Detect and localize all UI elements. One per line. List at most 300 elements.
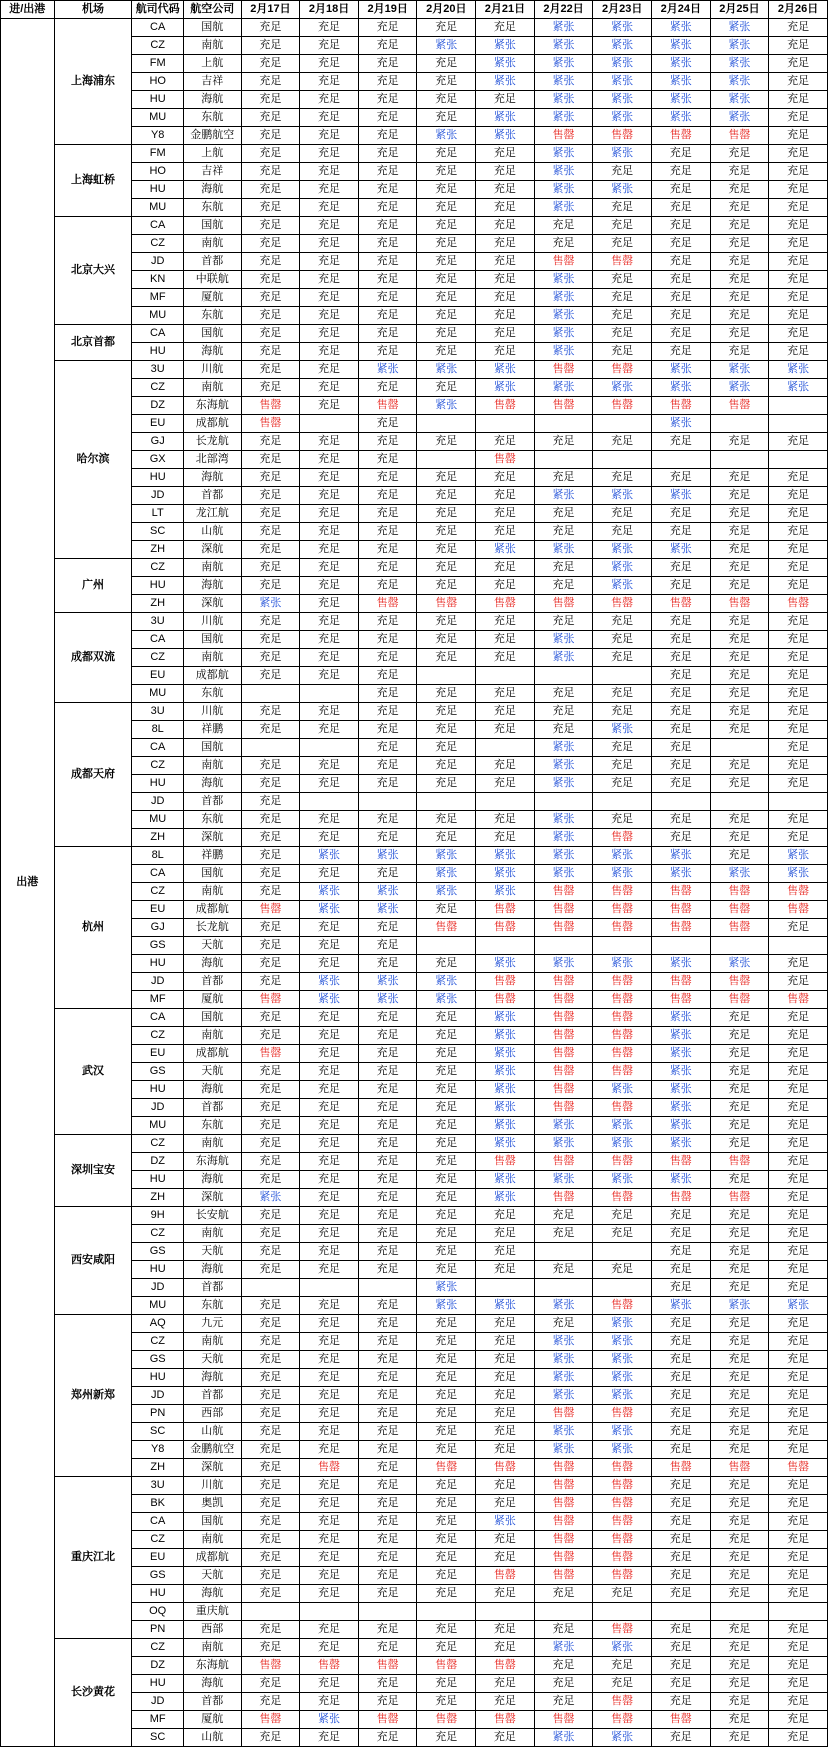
status-cell: 充足 <box>769 1693 828 1711</box>
status-cell: 充足 <box>300 1621 359 1639</box>
table-row <box>1 361 828 379</box>
status-cell: 充足 <box>769 1315 828 1333</box>
status-cell: 充足 <box>769 1117 828 1135</box>
airline-code-cell: OQ <box>132 1603 184 1621</box>
status-cell: 充足 <box>710 1225 769 1243</box>
status-cell: 充足 <box>358 1477 417 1495</box>
status-cell: 售罄 <box>593 973 652 991</box>
status-cell: 充足 <box>593 523 652 541</box>
airport-cell: 上海虹桥 <box>54 145 132 217</box>
status-cell: 充足 <box>476 829 535 847</box>
status-cell: 充足 <box>300 1693 359 1711</box>
status-cell: 充足 <box>476 1549 535 1567</box>
status-cell: 充足 <box>769 469 828 487</box>
status-cell: 充足 <box>710 541 769 559</box>
status-cell: 售罄 <box>534 127 593 145</box>
status-cell: 充足 <box>358 433 417 451</box>
status-cell <box>417 793 476 811</box>
status-cell: 售罄 <box>534 1153 593 1171</box>
airline-code-cell: CZ <box>132 1135 184 1153</box>
status-cell: 充足 <box>710 433 769 451</box>
status-cell: 充足 <box>417 55 476 73</box>
status-cell: 紧张 <box>593 1639 652 1657</box>
status-cell: 紧张 <box>534 289 593 307</box>
status-cell: 充足 <box>769 1333 828 1351</box>
status-cell: 售罄 <box>534 1567 593 1585</box>
table-row <box>1 847 828 865</box>
status-cell: 紧张 <box>651 1027 710 1045</box>
status-cell: 充足 <box>358 163 417 181</box>
status-cell: 充足 <box>417 1081 476 1099</box>
status-cell: 紧张 <box>593 1135 652 1153</box>
airport-cell: 西安咸阳 <box>54 1207 132 1315</box>
status-cell: 充足 <box>710 1693 769 1711</box>
airline-name-cell: 海航 <box>183 577 241 595</box>
status-cell: 售罄 <box>476 397 535 415</box>
status-cell: 售罄 <box>534 1405 593 1423</box>
airline-code-cell: EU <box>132 901 184 919</box>
status-cell: 充足 <box>651 1639 710 1657</box>
status-cell: 充足 <box>241 577 300 595</box>
status-cell: 充足 <box>593 307 652 325</box>
airline-code-cell: KN <box>132 271 184 289</box>
status-cell: 充足 <box>358 199 417 217</box>
status-cell: 充足 <box>300 1063 359 1081</box>
status-cell: 售罄 <box>710 883 769 901</box>
status-cell: 紧张 <box>710 865 769 883</box>
status-cell: 充足 <box>358 415 417 433</box>
status-cell: 充足 <box>593 1207 652 1225</box>
status-cell: 紧张 <box>534 1729 593 1747</box>
status-cell: 售罄 <box>476 1153 535 1171</box>
status-cell: 紧张 <box>417 973 476 991</box>
status-cell: 紧张 <box>534 1441 593 1459</box>
status-cell <box>241 739 300 757</box>
airline-code-cell: CZ <box>132 1027 184 1045</box>
status-cell: 充足 <box>300 1297 359 1315</box>
status-cell <box>476 667 535 685</box>
status-cell: 充足 <box>651 811 710 829</box>
status-cell: 充足 <box>710 1567 769 1585</box>
status-cell: 紧张 <box>710 109 769 127</box>
airline-code-cell: JD <box>132 1099 184 1117</box>
status-cell <box>534 1603 593 1621</box>
status-cell: 充足 <box>300 1045 359 1063</box>
status-cell: 充足 <box>417 325 476 343</box>
airline-name-cell: 首都 <box>183 1387 241 1405</box>
status-cell: 充足 <box>534 523 593 541</box>
status-cell: 充足 <box>769 1027 828 1045</box>
status-cell: 紧张 <box>651 847 710 865</box>
status-cell: 紧张 <box>651 1099 710 1117</box>
status-cell: 充足 <box>710 325 769 343</box>
status-cell: 充足 <box>651 289 710 307</box>
status-cell: 充足 <box>769 1135 828 1153</box>
status-cell: 紧张 <box>593 865 652 883</box>
status-cell: 售罄 <box>534 1009 593 1027</box>
status-cell: 充足 <box>651 1243 710 1261</box>
status-cell: 紧张 <box>417 847 476 865</box>
status-cell: 紧张 <box>534 811 593 829</box>
airline-code-cell: 9H <box>132 1207 184 1225</box>
status-cell: 售罄 <box>476 595 535 613</box>
status-cell: 充足 <box>651 703 710 721</box>
status-cell: 充足 <box>358 37 417 55</box>
status-cell: 充足 <box>476 1531 535 1549</box>
airline-code-cell: PN <box>132 1621 184 1639</box>
status-cell: 充足 <box>769 523 828 541</box>
airline-code-cell: 3U <box>132 613 184 631</box>
status-cell: 售罄 <box>710 397 769 415</box>
status-cell <box>651 451 710 469</box>
status-cell: 售罄 <box>593 991 652 1009</box>
status-cell: 充足 <box>534 1675 593 1693</box>
status-cell: 紧张 <box>651 379 710 397</box>
status-cell: 充足 <box>300 775 359 793</box>
status-cell: 充足 <box>710 145 769 163</box>
airline-name-cell: 海航 <box>183 1585 241 1603</box>
status-cell: 充足 <box>710 523 769 541</box>
status-cell: 充足 <box>476 757 535 775</box>
status-cell: 充足 <box>710 1423 769 1441</box>
status-cell: 充足 <box>651 577 710 595</box>
status-cell <box>769 397 828 415</box>
status-cell: 充足 <box>417 1549 476 1567</box>
airline-code-cell: MU <box>132 109 184 127</box>
status-cell: 紧张 <box>476 109 535 127</box>
status-cell: 售罄 <box>417 1657 476 1675</box>
airline-name-cell: 南航 <box>183 1531 241 1549</box>
status-cell: 充足 <box>358 1423 417 1441</box>
status-cell: 售罄 <box>417 1459 476 1477</box>
airline-code-cell: ZH <box>132 1189 184 1207</box>
airline-code-cell: SC <box>132 523 184 541</box>
table-row <box>1 1477 828 1495</box>
status-cell: 充足 <box>417 1153 476 1171</box>
status-cell: 充足 <box>417 541 476 559</box>
status-cell: 紧张 <box>534 757 593 775</box>
status-cell: 售罄 <box>241 1711 300 1729</box>
status-cell: 充足 <box>300 487 359 505</box>
status-cell: 紧张 <box>476 1045 535 1063</box>
status-cell: 充足 <box>358 307 417 325</box>
airline-name-cell: 东海航 <box>183 1657 241 1675</box>
status-cell <box>300 1279 359 1297</box>
status-cell: 充足 <box>358 1297 417 1315</box>
airline-name-cell: 首都 <box>183 1279 241 1297</box>
status-cell: 充足 <box>358 775 417 793</box>
status-cell: 充足 <box>476 181 535 199</box>
status-cell: 充足 <box>358 685 417 703</box>
status-cell: 充足 <box>417 1225 476 1243</box>
status-cell <box>476 415 535 433</box>
airline-name-cell: 深航 <box>183 1189 241 1207</box>
status-cell <box>593 1279 652 1297</box>
airline-name-cell: 九元 <box>183 1315 241 1333</box>
status-cell: 充足 <box>241 325 300 343</box>
status-cell: 充足 <box>241 19 300 37</box>
airline-name-cell: 东航 <box>183 811 241 829</box>
status-cell <box>300 685 359 703</box>
status-cell: 充足 <box>710 1135 769 1153</box>
status-cell: 充足 <box>651 1531 710 1549</box>
status-cell: 充足 <box>710 757 769 775</box>
airline-code-cell: MU <box>132 1117 184 1135</box>
status-cell <box>417 415 476 433</box>
status-cell: 充足 <box>651 667 710 685</box>
airline-name-cell: 海航 <box>183 955 241 973</box>
status-cell: 紧张 <box>593 379 652 397</box>
status-cell: 售罄 <box>593 1459 652 1477</box>
status-cell: 充足 <box>476 217 535 235</box>
status-cell: 充足 <box>241 271 300 289</box>
airline-code-cell: CZ <box>132 1639 184 1657</box>
status-cell: 充足 <box>358 559 417 577</box>
status-cell: 充足 <box>534 1621 593 1639</box>
status-cell: 充足 <box>769 667 828 685</box>
status-cell: 充足 <box>241 1081 300 1099</box>
status-cell <box>417 1603 476 1621</box>
status-cell: 充足 <box>300 1189 359 1207</box>
status-cell: 充足 <box>358 469 417 487</box>
status-cell: 充足 <box>476 721 535 739</box>
status-cell: 充足 <box>417 613 476 631</box>
status-cell: 充足 <box>417 1243 476 1261</box>
status-cell: 充足 <box>358 487 417 505</box>
status-cell: 紧张 <box>651 955 710 973</box>
status-cell: 充足 <box>241 1441 300 1459</box>
airline-code-cell: HU <box>132 181 184 199</box>
status-cell: 紧张 <box>593 1081 652 1099</box>
status-cell: 充足 <box>241 343 300 361</box>
status-cell: 紧张 <box>534 37 593 55</box>
status-cell: 充足 <box>710 667 769 685</box>
status-cell: 充足 <box>710 559 769 577</box>
airline-name-cell: 东航 <box>183 109 241 127</box>
status-cell: 充足 <box>593 1657 652 1675</box>
airline-code-cell: MU <box>132 685 184 703</box>
status-cell: 售罄 <box>417 919 476 937</box>
status-cell: 充足 <box>593 739 652 757</box>
status-cell: 充足 <box>241 289 300 307</box>
status-cell <box>358 1603 417 1621</box>
status-cell: 售罄 <box>593 829 652 847</box>
status-cell: 紧张 <box>593 559 652 577</box>
status-cell: 充足 <box>769 199 828 217</box>
airline-code-cell: HU <box>132 469 184 487</box>
status-cell <box>593 937 652 955</box>
status-cell: 充足 <box>769 919 828 937</box>
status-cell: 充足 <box>710 1279 769 1297</box>
status-cell: 充足 <box>358 937 417 955</box>
status-cell: 充足 <box>534 1693 593 1711</box>
status-cell: 充足 <box>710 343 769 361</box>
status-cell: 售罄 <box>417 595 476 613</box>
airline-code-cell: HU <box>132 1171 184 1189</box>
status-cell: 售罄 <box>710 919 769 937</box>
status-cell: 充足 <box>300 253 359 271</box>
status-cell: 充足 <box>593 811 652 829</box>
status-cell: 紧张 <box>534 649 593 667</box>
airline-code-cell: MF <box>132 1711 184 1729</box>
airline-code-cell: MF <box>132 289 184 307</box>
airline-name-cell: 首都 <box>183 487 241 505</box>
status-cell: 充足 <box>358 523 417 541</box>
status-cell: 充足 <box>769 1513 828 1531</box>
status-cell <box>593 451 652 469</box>
status-cell: 售罄 <box>476 1459 535 1477</box>
status-cell: 充足 <box>769 217 828 235</box>
status-cell: 充足 <box>417 1261 476 1279</box>
status-cell: 充足 <box>358 271 417 289</box>
status-cell: 充足 <box>241 1171 300 1189</box>
status-cell: 充足 <box>769 271 828 289</box>
status-cell: 紧张 <box>593 37 652 55</box>
status-cell: 充足 <box>300 199 359 217</box>
airline-name-cell: 东航 <box>183 1117 241 1135</box>
airline-name-cell: 海航 <box>183 469 241 487</box>
status-cell: 充足 <box>476 811 535 829</box>
status-cell: 充足 <box>358 955 417 973</box>
airline-name-cell: 国航 <box>183 865 241 883</box>
status-cell: 充足 <box>358 1459 417 1477</box>
status-cell: 紧张 <box>534 55 593 73</box>
status-cell: 售罄 <box>710 1153 769 1171</box>
status-cell: 充足 <box>417 1027 476 1045</box>
status-cell: 充足 <box>300 1441 359 1459</box>
airline-code-cell: PN <box>132 1405 184 1423</box>
airline-code-cell: MF <box>132 991 184 1009</box>
status-cell: 充足 <box>534 721 593 739</box>
direction-cell: 出港 <box>1 19 55 1747</box>
status-cell <box>476 739 535 757</box>
status-cell: 售罄 <box>593 1405 652 1423</box>
airline-name-cell: 南航 <box>183 235 241 253</box>
status-cell: 充足 <box>476 271 535 289</box>
status-cell: 充足 <box>769 1441 828 1459</box>
header-date-1: 2月18日 <box>300 1 359 19</box>
status-cell: 充足 <box>651 271 710 289</box>
status-cell: 充足 <box>358 703 417 721</box>
status-cell: 紧张 <box>593 1423 652 1441</box>
status-cell: 紧张 <box>593 91 652 109</box>
status-cell: 充足 <box>476 1369 535 1387</box>
airline-name-cell: 国航 <box>183 19 241 37</box>
status-cell: 充足 <box>358 1135 417 1153</box>
status-cell: 充足 <box>476 685 535 703</box>
status-cell: 充足 <box>241 73 300 91</box>
status-cell: 售罄 <box>476 1657 535 1675</box>
status-cell: 紧张 <box>534 91 593 109</box>
status-cell: 充足 <box>769 613 828 631</box>
status-cell <box>769 937 828 955</box>
status-cell: 充足 <box>710 1027 769 1045</box>
status-cell: 紧张 <box>534 145 593 163</box>
status-cell: 充足 <box>417 505 476 523</box>
airline-code-cell: JD <box>132 1279 184 1297</box>
status-cell: 紧张 <box>710 91 769 109</box>
status-cell: 紧张 <box>476 865 535 883</box>
status-cell: 充足 <box>476 505 535 523</box>
status-cell: 紧张 <box>651 73 710 91</box>
status-cell: 售罄 <box>241 1657 300 1675</box>
status-cell <box>476 1603 535 1621</box>
airline-code-cell: GS <box>132 1063 184 1081</box>
status-cell: 充足 <box>358 1513 417 1531</box>
header-row <box>1 1 828 19</box>
status-cell: 紧张 <box>710 55 769 73</box>
status-cell: 紧张 <box>358 847 417 865</box>
status-cell: 充足 <box>710 577 769 595</box>
status-cell: 充足 <box>417 1315 476 1333</box>
airline-code-cell: EU <box>132 1045 184 1063</box>
airline-code-cell: HU <box>132 91 184 109</box>
status-cell: 紧张 <box>534 955 593 973</box>
airline-code-cell: HU <box>132 1081 184 1099</box>
status-cell: 售罄 <box>358 1711 417 1729</box>
status-cell: 充足 <box>417 703 476 721</box>
airline-code-cell: CZ <box>132 649 184 667</box>
status-cell: 充足 <box>417 217 476 235</box>
airline-name-cell: 天航 <box>183 1243 241 1261</box>
status-cell: 充足 <box>300 1639 359 1657</box>
status-cell: 紧张 <box>593 1315 652 1333</box>
status-cell: 充足 <box>417 1405 476 1423</box>
status-cell: 售罄 <box>651 595 710 613</box>
status-cell: 充足 <box>300 1729 359 1747</box>
status-cell: 充足 <box>300 1531 359 1549</box>
airline-name-cell: 山航 <box>183 523 241 541</box>
status-cell: 充足 <box>710 613 769 631</box>
airline-name-cell: 海航 <box>183 181 241 199</box>
status-cell: 充足 <box>651 1351 710 1369</box>
status-cell: 紧张 <box>534 1387 593 1405</box>
status-cell: 紧张 <box>417 865 476 883</box>
status-cell: 充足 <box>476 145 535 163</box>
status-cell: 充足 <box>417 1333 476 1351</box>
status-cell: 紧张 <box>769 361 828 379</box>
status-cell: 充足 <box>476 577 535 595</box>
status-cell: 紧张 <box>358 973 417 991</box>
airline-code-cell: 3U <box>132 703 184 721</box>
status-cell: 充足 <box>769 37 828 55</box>
airline-name-cell: 天航 <box>183 1063 241 1081</box>
status-cell: 紧张 <box>534 847 593 865</box>
status-cell: 充足 <box>710 1099 769 1117</box>
airline-name-cell: 首都 <box>183 973 241 991</box>
status-cell: 充足 <box>476 163 535 181</box>
status-cell: 充足 <box>710 1369 769 1387</box>
status-cell: 充足 <box>300 109 359 127</box>
status-cell: 充足 <box>710 1081 769 1099</box>
status-cell: 紧张 <box>593 487 652 505</box>
status-cell: 售罄 <box>417 1711 476 1729</box>
status-cell: 紧张 <box>417 37 476 55</box>
status-cell: 充足 <box>769 235 828 253</box>
status-cell: 充足 <box>241 307 300 325</box>
airline-code-cell: CA <box>132 739 184 757</box>
status-cell: 充足 <box>769 703 828 721</box>
status-cell: 充足 <box>241 1639 300 1657</box>
status-cell: 充足 <box>593 1585 652 1603</box>
airline-code-cell: MU <box>132 199 184 217</box>
status-cell: 售罄 <box>593 1495 652 1513</box>
status-cell: 充足 <box>476 559 535 577</box>
airline-code-cell: MU <box>132 811 184 829</box>
status-cell: 充足 <box>417 289 476 307</box>
status-cell: 充足 <box>358 1117 417 1135</box>
status-cell: 充足 <box>241 973 300 991</box>
